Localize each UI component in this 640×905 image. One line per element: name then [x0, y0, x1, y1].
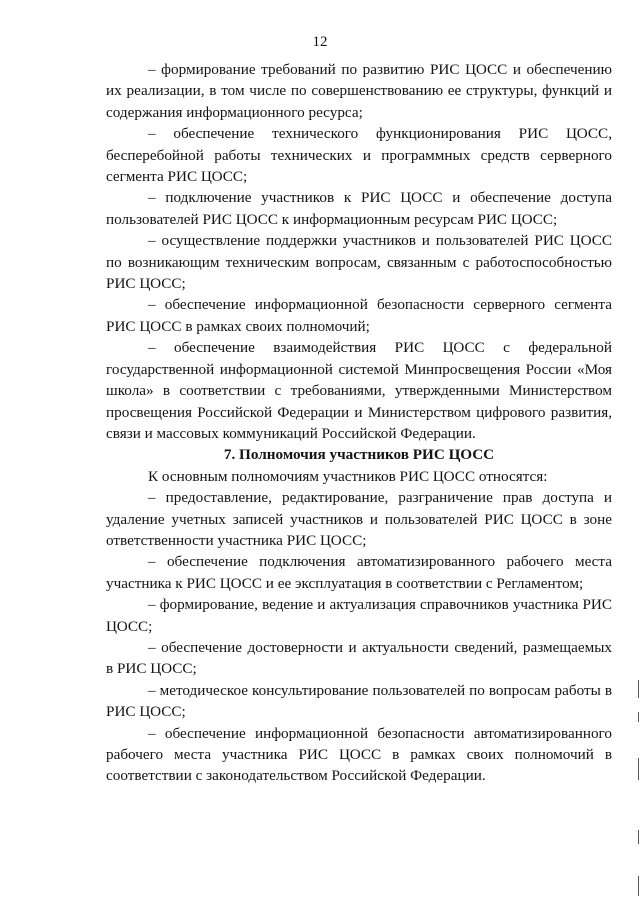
- list-item: – осуществление поддержки участников и пользователей РИС ЦОСС по возникающим техническим вопросам, связанным с работоспособностью РИС ЦОСС;: [106, 232, 612, 293]
- list-item: – формирование, ведение и актуализация справочников участника РИС ЦОСС;: [106, 596, 612, 635]
- list-item: – обеспечение информационной безопасности серверного сегмента РИС ЦОСС в рамках своих полномочий;: [106, 296, 612, 335]
- list-item: – обеспечение информационной безопасности автоматизированного рабочего места участника РИС ЦОСС в рамках своих полномочий в соответствии с законодательством Российской Федерации.: [106, 724, 612, 785]
- section-heading: 7. Полномочия участников РИС ЦОСС: [223, 446, 495, 464]
- list-item: – обеспечение достоверности и актуальности сведений, размещаемых в РИС ЦОСС;: [106, 638, 612, 678]
- document-body: [106, 59, 612, 787]
- page-number: 12: [312, 34, 328, 50]
- list-item: – предоставление, редактирование, разграничение прав доступа и удаление учетных записей участников и пользователей РИС ЦОСС в зоне ответственности участника РИС ЦОСС;: [106, 489, 612, 549]
- intro-paragraph: К основным полномочиям участников РИС ЦОСС относятся:: [148, 467, 548, 485]
- list-item: – обеспечение технического функционирования РИС ЦОСС, бесперебойной работы технических и программных средств серверного сегмента РИС ЦОСС;: [106, 125, 612, 186]
- scan-edge-marks: [636, 680, 640, 905]
- list-item: – обеспечение подключения автоматизированного рабочего места участника к РИС ЦОСС и ее эксплуатация в соответствии с Регламентом;: [106, 553, 612, 592]
- list-item: – обеспечение взаимодействия РИС ЦОСС с федеральной государственной информационной системой Минпросвещения России «Моя школа» в соответствии с требованиями, утвержденными Министерством просвещения Российской Федерации и Министерством цифрового развития, связи и массовых коммуникаций Российской Федерации.: [106, 339, 612, 442]
- list-item: – подключение участников к РИС ЦОСС и обеспечение доступа пользователей РИС ЦОСС к информационным ресурсам РИС ЦОСС;: [106, 189, 612, 228]
- list-item: – формирование требований по развитию РИС ЦОСС и обеспечению их реализации, в том числе по совершенствованию ее структуры, функций и содержания информационного ресурса;: [106, 61, 612, 121]
- list-item: – методическое консультирование пользователей по вопросам работы в РИС ЦОСС;: [106, 681, 612, 721]
